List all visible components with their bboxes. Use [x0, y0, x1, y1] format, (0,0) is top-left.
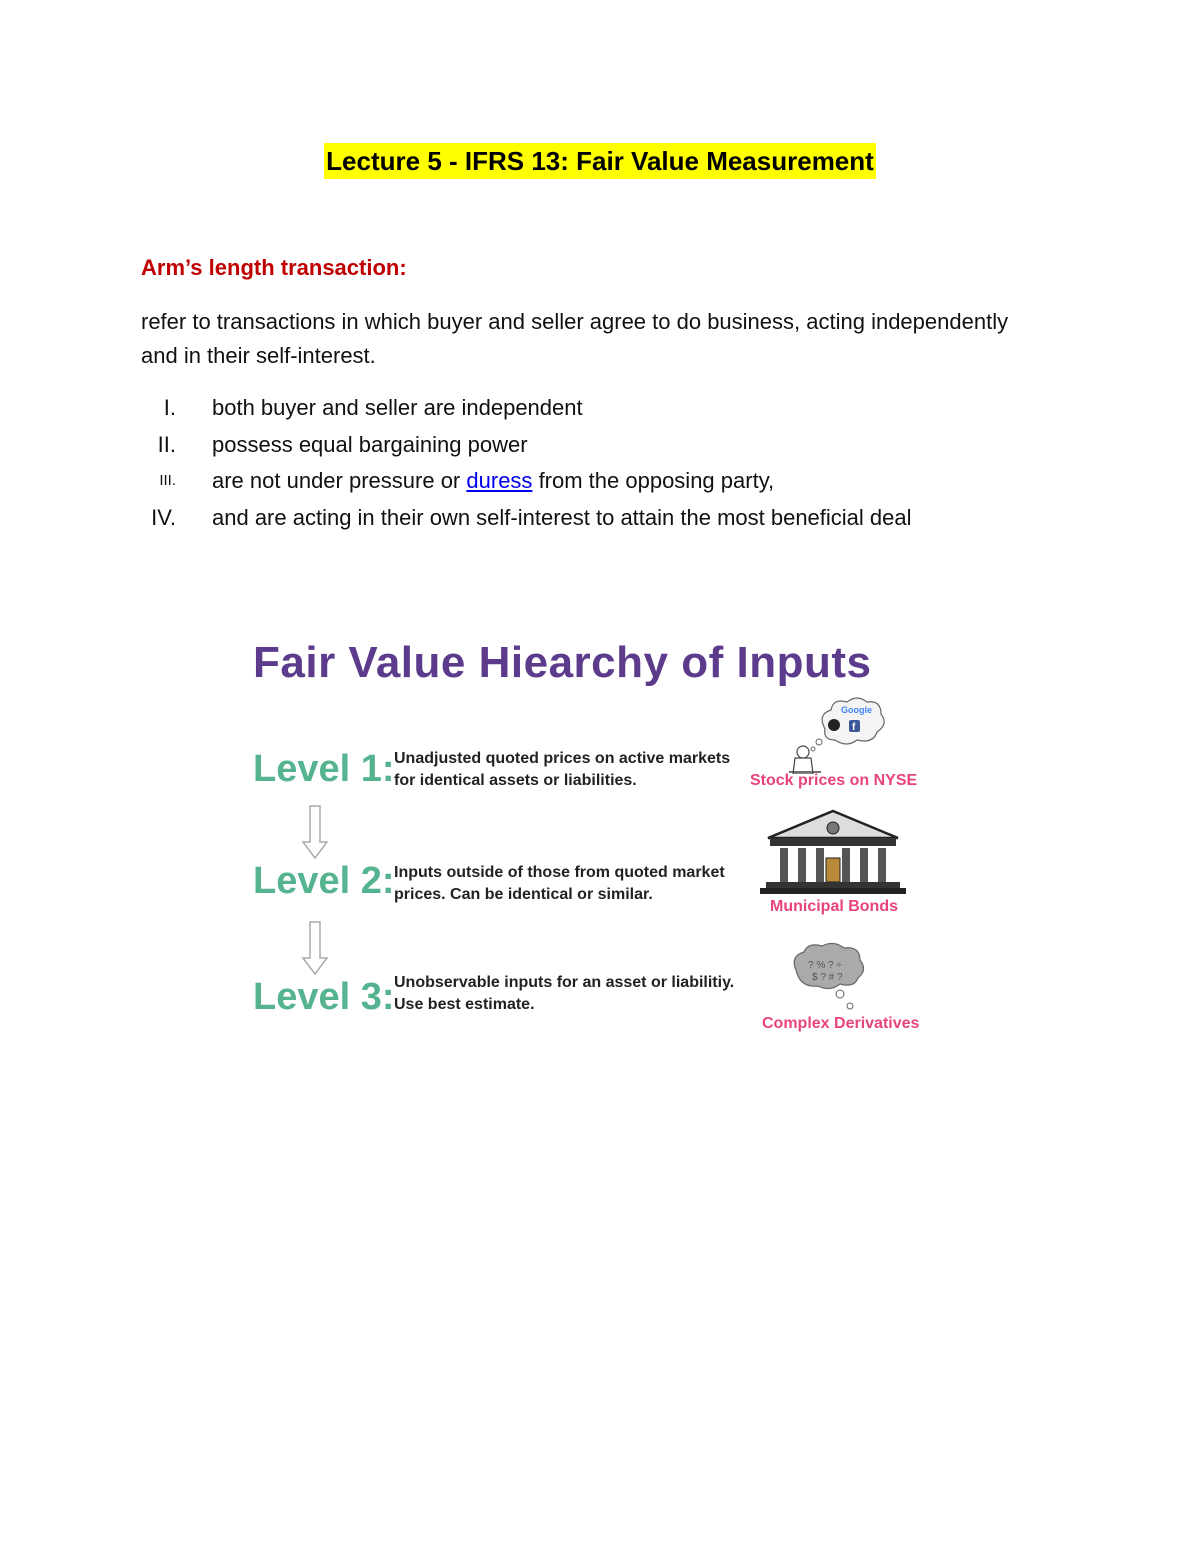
thought-cloud-icon: [788, 942, 868, 1012]
level-1-label: Level 1:: [253, 748, 395, 790]
thinking-investor-icon: [785, 694, 890, 774]
section-heading: Arm’s length transaction:: [141, 255, 407, 280]
list-numeral: II.: [157, 431, 176, 457]
google-logo-text: Google: [841, 705, 872, 715]
list-item: [130, 392, 1090, 429]
svg-text:$ ? # ?: $ ? # ?: [812, 972, 843, 983]
level-3-label: Level 3:: [253, 976, 395, 1018]
intro-paragraph: refer to transactions in which buyer and seller agree to do business, acting independently and in their self-interest.: [141, 309, 1009, 368]
level-3-example: Complex Derivatives: [762, 1015, 920, 1032]
list-item: [130, 502, 1090, 539]
apple-logo-icon: [828, 719, 840, 731]
list-item-text: and are acting in their own self-interest to attain the most beneficial deal: [212, 504, 912, 530]
list-item: [130, 465, 1090, 502]
list-item-text-after: from the opposing party,: [538, 468, 775, 493]
fair-value-hierarchy-infographic: [240, 630, 960, 1050]
level-1-description: Unadjusted quoted prices on active markets for identical assets or liabilities.: [394, 750, 731, 789]
svg-text:f: f: [852, 722, 856, 733]
down-arrow-icon: [300, 804, 330, 860]
svg-text:? % ? ÷: ? % ? ÷: [808, 960, 842, 971]
title-container: [0, 143, 1200, 179]
list-item-text-before: are not under pressure or: [212, 468, 461, 493]
list-item: [130, 429, 1090, 466]
list-item-text: possess equal bargaining power: [212, 431, 528, 457]
list-numeral: IV.: [151, 504, 176, 530]
bank-building-icon: [758, 808, 908, 896]
list-numeral: I.: [163, 395, 176, 420]
duress-link[interactable]: duress: [466, 468, 533, 493]
infographic-title: Fair Value Hiearchy of Inputs: [253, 638, 872, 687]
list-item-text: both buyer and seller are independent: [212, 395, 583, 420]
list-numeral: III.: [159, 472, 176, 489]
level-3-description: Unobservable inputs for an asset or liabilitiy. Use best estimate.: [394, 974, 735, 1013]
list-item-text: [212, 465, 774, 497]
level-2-example: Municipal Bonds: [770, 898, 898, 915]
level-2-description: Inputs outside of those from quoted market prices. Can be identical or similar.: [394, 864, 725, 903]
page-title: Lecture 5 - IFRS 13: Fair Value Measurement: [324, 143, 876, 179]
down-arrow-icon: [300, 920, 330, 976]
level-1-example: Stock prices on NYSE: [750, 772, 918, 789]
level-2-label: Level 2:: [253, 860, 395, 902]
numbered-list: [130, 392, 1090, 538]
